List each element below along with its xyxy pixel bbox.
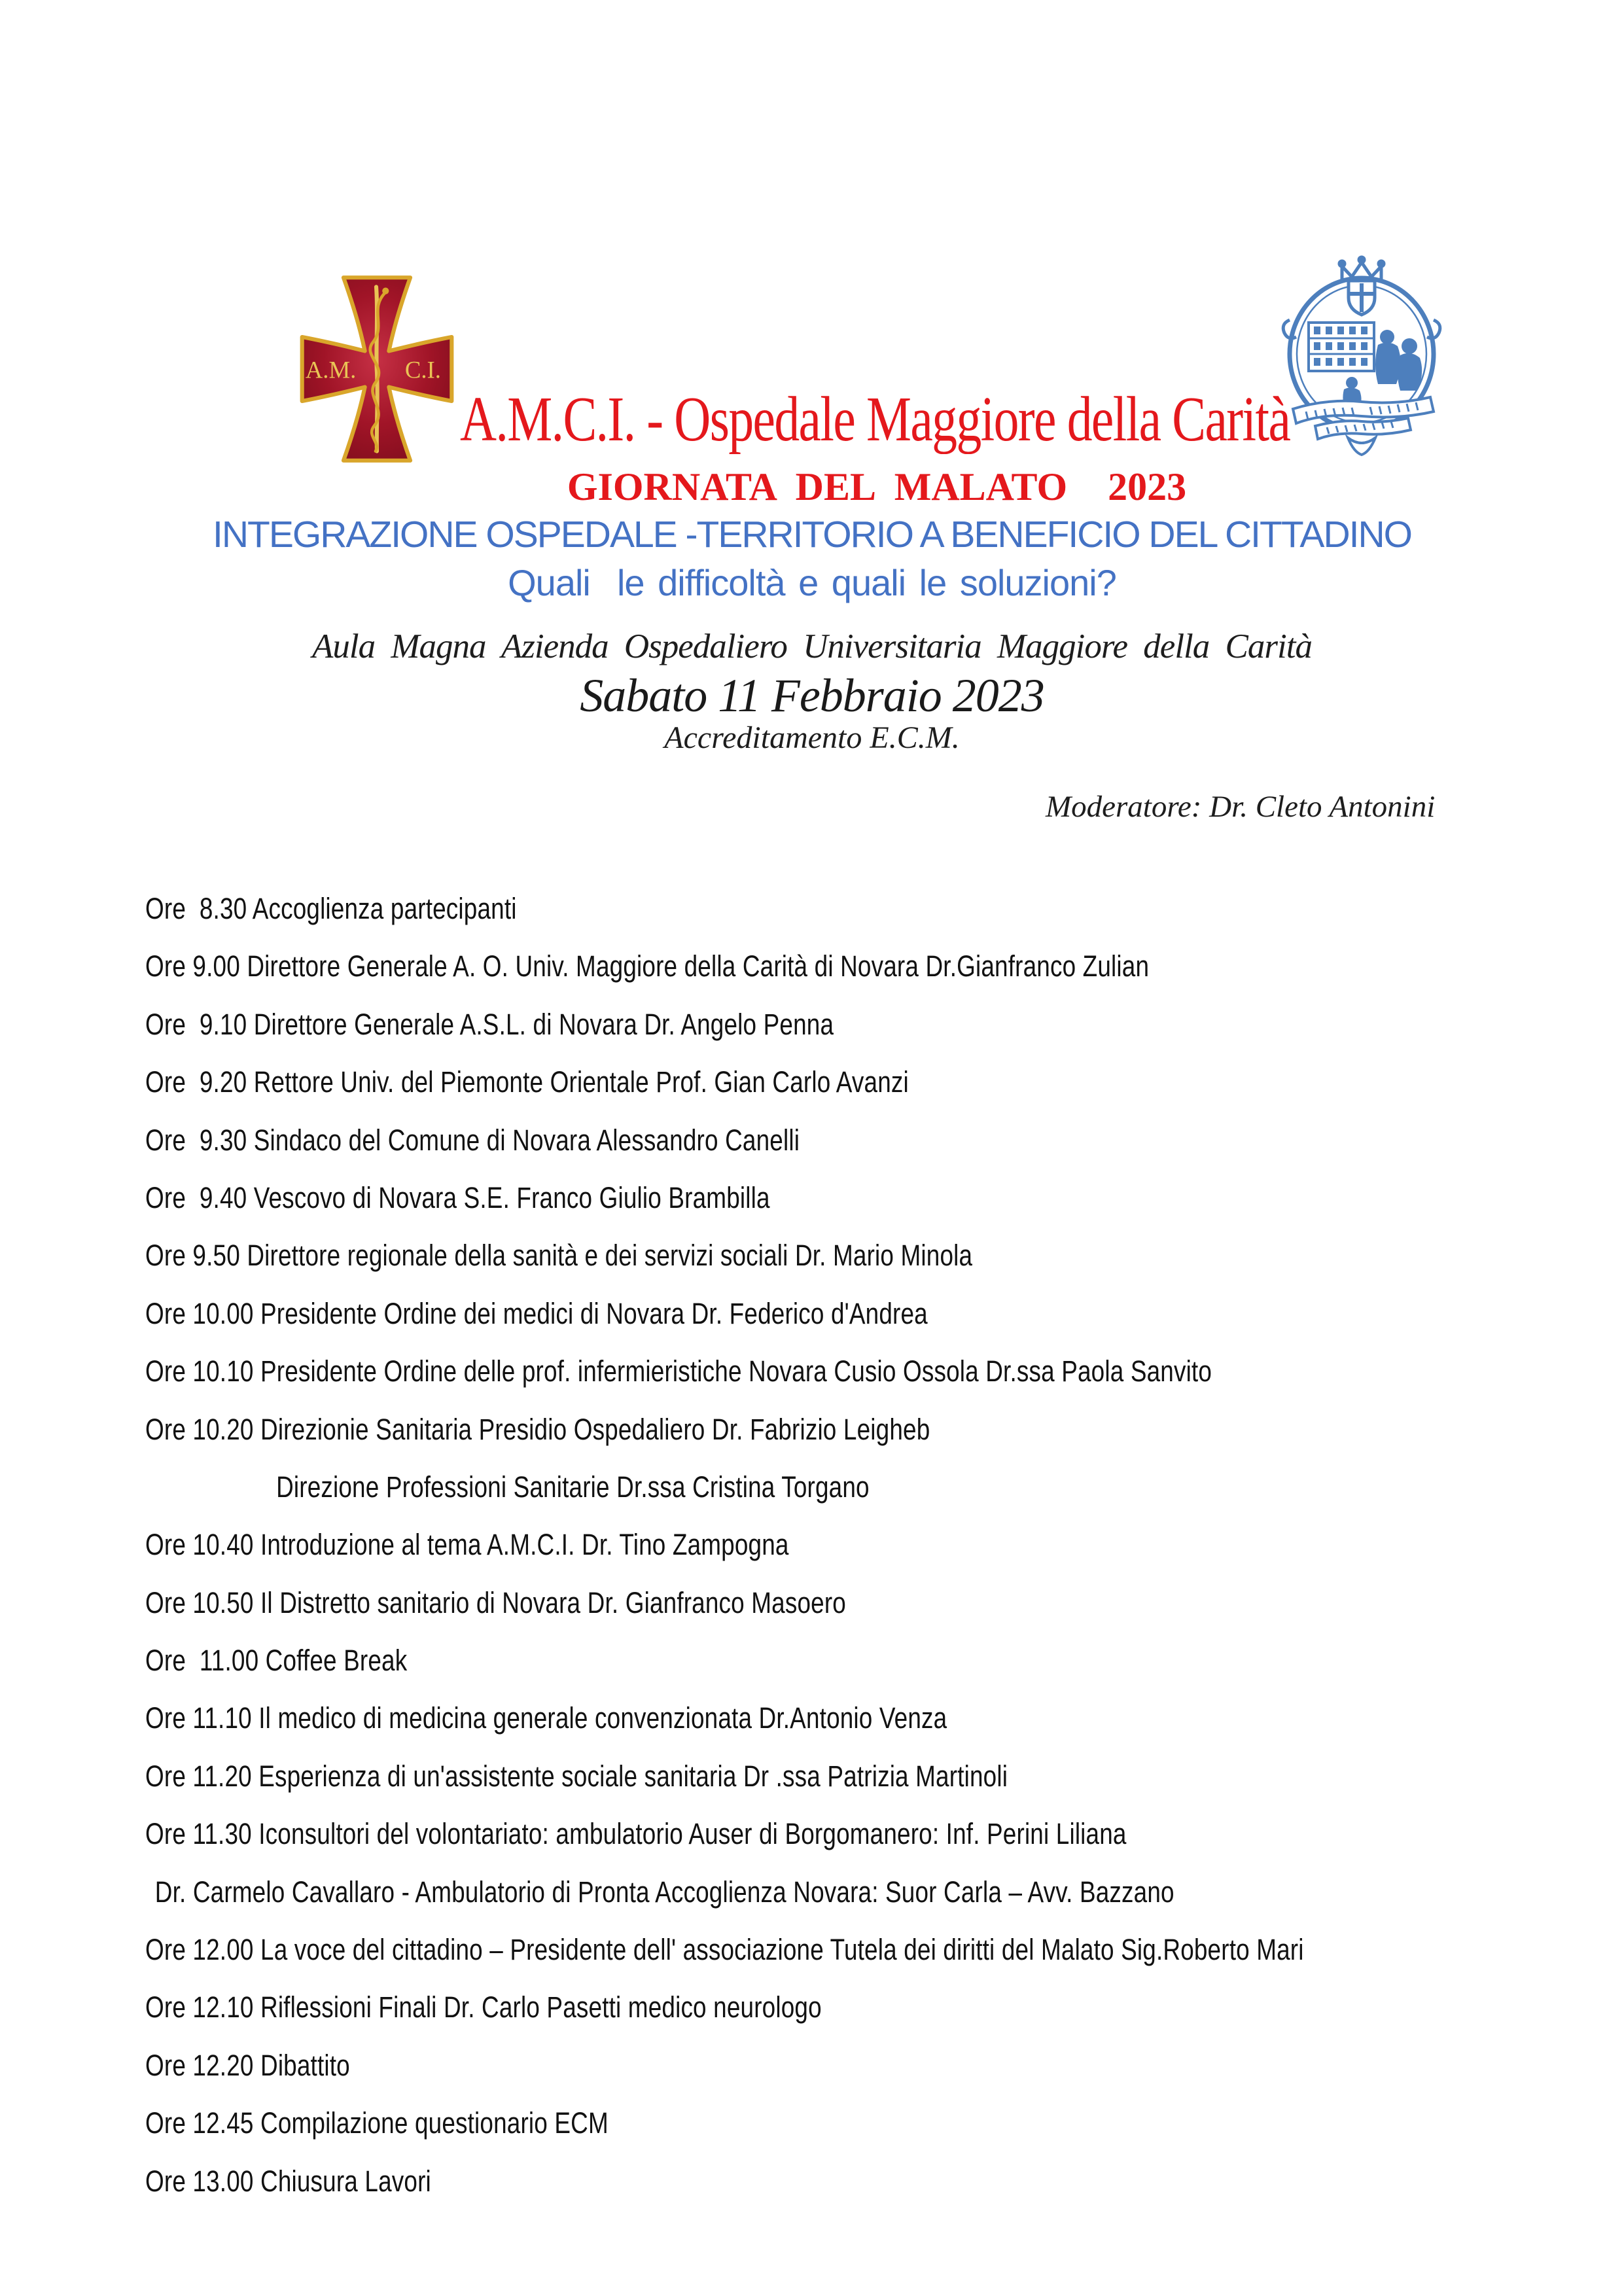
crest-bottom-point <box>1348 438 1375 455</box>
schedule-text: Il medico di medicina generale convenzionata Dr.Antonio Venza <box>251 1701 947 1735</box>
accreditation-line: Accreditamento E.C.M. <box>664 720 960 755</box>
schedule-time: Ore 9.30 <box>145 1123 247 1157</box>
schedule-row <box>145 1805 1624 1863</box>
schedule-row <box>145 1979 1624 2036</box>
schedule-row <box>145 880 1624 938</box>
amci-letters-left: A.M. <box>305 356 357 383</box>
schedule-time: Ore 10.00 <box>145 1296 254 1330</box>
amci-letters-right: C.I. <box>404 356 441 383</box>
schedule-time: Ore 12.00 <box>145 1933 254 1967</box>
schedule-text: Rettore Univ. del Piemonte Orientale Prof. Gian Carlo Avanzi <box>247 1065 909 1099</box>
schedule-text: Chiusura Lavori <box>253 2164 431 2198</box>
schedule-time: Ore 10.40 <box>145 1528 254 1562</box>
schedule-time: Ore 12.10 <box>145 1990 254 2024</box>
document-title: A.M.C.I. - Ospedale Maggiore della Carità <box>460 384 1290 454</box>
schedule-time: Ore 11.20 <box>145 1759 252 1793</box>
schedule-time: Ore 11.10 <box>145 1701 252 1735</box>
schedule-text: Iconsultori del volontariato: ambulatorio Auser di Borgomanero: Inf. Perini Liliana <box>251 1817 1127 1851</box>
event-theme: INTEGRAZIONE OSPEDALE -TERRITORIO A BENEFICIO DEL CITTADINO <box>213 514 1411 556</box>
schedule-text: Il Distretto sanitario di Novara Dr. Gianfranco Masoero <box>253 1585 846 1619</box>
schedule-text: Accoglienza partecipanti <box>247 892 517 925</box>
schedule-text: Esperienza di un'assistente sociale sanitaria Dr .ssa Patrizia Martinoli <box>251 1759 1008 1793</box>
schedule-time: Ore 9.40 <box>145 1180 247 1214</box>
schedule-row <box>145 1401 1624 1458</box>
event-question: Quali le difficoltà e quali le soluzioni? <box>508 562 1116 603</box>
schedule-time: Ore 9.50 <box>145 1239 240 1273</box>
schedule-row <box>145 1632 1624 1689</box>
schedule-row <box>145 2094 1624 2152</box>
schedule-row <box>145 1921 1624 1979</box>
schedule-row <box>145 1285 1624 1343</box>
schedule-row <box>145 2037 1624 2094</box>
schedule-text: Direzionie Sanitaria Presidio Ospedaliero Dr. Fabrizio Leigheb <box>253 1412 930 1446</box>
schedule-text: Direttore Generale A.S.L. di Novara Dr. Angelo Penna <box>247 1007 834 1041</box>
snake-head <box>382 287 389 294</box>
schedule-row <box>145 1169 1624 1227</box>
schedule-row <box>145 1516 1624 1574</box>
schedule-row <box>145 2153 1624 2210</box>
schedule-list <box>145 880 1624 2210</box>
schedule-text: Introduzione al tema A.M.C.I. Dr. Tino Zampogna <box>253 1528 789 1562</box>
schedule-text: Coffee Break <box>258 1644 408 1678</box>
schedule-row <box>145 1343 1624 1400</box>
schedule-row <box>145 1689 1624 1747</box>
schedule-text: Presidente Ordine delle prof. infermieristiche Novara Cusio Ossola Dr.ssa Paola Sanvito <box>253 1354 1212 1388</box>
schedule-text: La voce del cittadino – Presidente dell' associazione Tutela dei diritti del Malato Sig.Roberto Mari <box>253 1933 1304 1967</box>
schedule-time: Ore 8.30 <box>145 892 247 925</box>
schedule-text: Sindaco del Comune di Novara Alessandro Canelli <box>247 1123 800 1157</box>
schedule-text: Dibattito <box>253 2048 350 2082</box>
schedule-time: Ore 12.20 <box>145 2048 254 2082</box>
moderator-line: Moderatore: Dr. Cleto Antonini <box>1046 790 1436 824</box>
crest-building-windows <box>1314 327 1368 366</box>
ospedale-novara-crest-logo <box>1275 254 1449 457</box>
schedule-time: Ore 10.20 <box>145 1412 254 1446</box>
schedule-row <box>145 1574 1624 1632</box>
schedule-text: Direttore Generale A. O. Univ. Maggiore della Carità di Novara Dr.Gianfranco Zulian <box>239 949 1150 983</box>
amci-cross-logo <box>296 272 458 466</box>
schedule-text: Vescovo di Novara S.E. Franco Giulio Brambilla <box>247 1180 770 1214</box>
schedule-row <box>145 1458 1624 1516</box>
schedule-time: Ore 9.20 <box>145 1065 247 1099</box>
schedule-row <box>145 1112 1624 1169</box>
schedule-time: Ore 10.10 <box>145 1354 254 1388</box>
schedule-row <box>145 996 1624 1053</box>
venue-line: Aula Magna Azienda Ospedaliero Universitaria Maggiore della Carità <box>312 627 1312 665</box>
schedule-text: Direzione Professioni Sanitarie Dr.ssa Cristina Torgano <box>276 1470 870 1504</box>
schedule-time: Ore 11.00 <box>145 1644 259 1678</box>
schedule-time: Ore 9.10 <box>145 1007 247 1041</box>
schedule-row <box>145 1863 1624 1921</box>
schedule-time: Ore 10.50 <box>145 1585 254 1619</box>
event-title: GIORNATA DEL MALATO 2023 <box>567 465 1187 508</box>
schedule-row <box>145 1227 1624 1284</box>
schedule-row <box>145 1748 1624 1805</box>
schedule-time: Ore 11.30 <box>145 1817 252 1851</box>
schedule-text: Direttore regionale della sanità e dei servizi sociali Dr. Mario Minola <box>239 1239 973 1273</box>
schedule-text: Riflessioni Finali Dr. Carlo Pasetti medico neurologo <box>253 1990 822 2024</box>
schedule-row <box>145 1053 1624 1111</box>
schedule-text: Presidente Ordine dei medici di Novara Dr. Federico d'Andrea <box>253 1296 928 1330</box>
schedule-time: Ore 13.00 <box>145 2164 254 2198</box>
schedule-row <box>145 938 1624 995</box>
schedule-time: Ore 9.00 <box>145 949 240 983</box>
schedule-time: Ore 12.45 <box>145 2106 254 2140</box>
schedule-text: Compilazione questionario ECM <box>253 2106 609 2140</box>
schedule-text: Dr. Carmelo Cavallaro - Ambulatorio di Pronta Accoglienza Novara: Suor Carla – Avv. Bazzano <box>154 1875 1174 1909</box>
event-date: Sabato 11 Febbraio 2023 <box>580 669 1044 722</box>
